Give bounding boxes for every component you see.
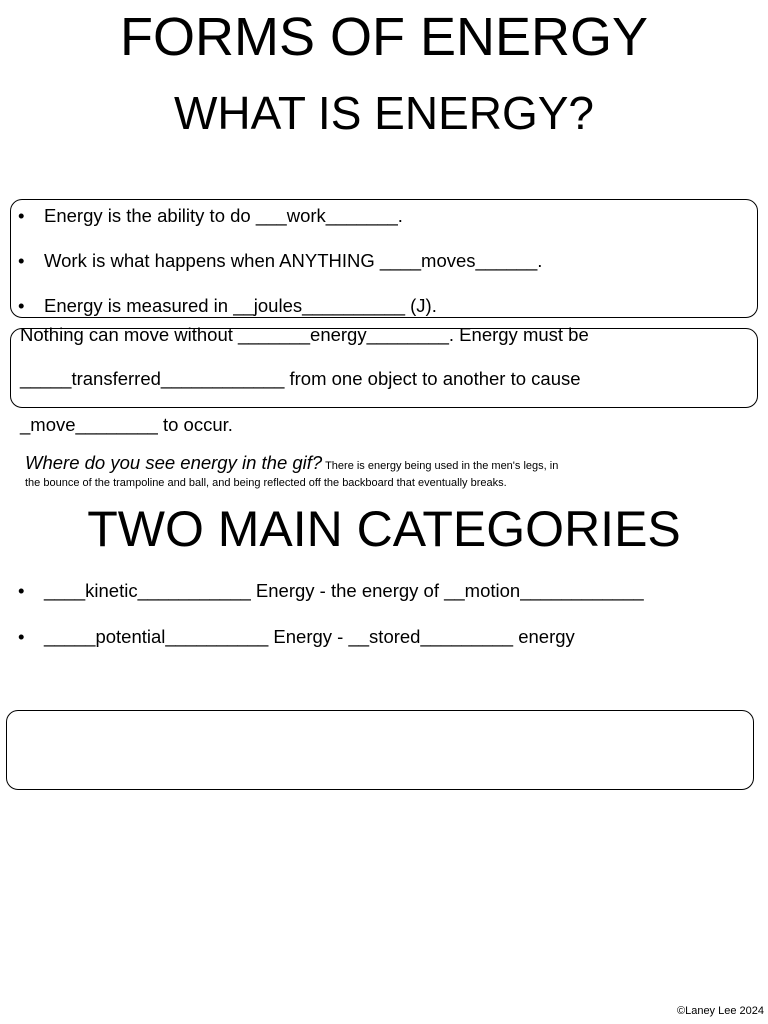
bullet-icon: • bbox=[18, 580, 25, 601]
paragraph-line-2: _____transferred____________ from one object to another to cause bbox=[20, 368, 581, 389]
gif-question bbox=[25, 452, 558, 477]
definition-text: Energy is measured in __joules__________ (J). bbox=[44, 295, 437, 316]
page-title: FORMS OF ENERGY bbox=[119, 7, 649, 67]
category-bullet-potential bbox=[18, 626, 575, 648]
category-text: _____potential__________ Energy - __stored_________ energy bbox=[44, 626, 575, 647]
page-subtitle: WHAT IS ENERGY? bbox=[173, 87, 595, 139]
bullet-icon: • bbox=[18, 250, 25, 271]
paragraph-line-3: _move________ to occur. bbox=[20, 414, 233, 435]
paragraph-line-1: Nothing can move without _______energy________. Energy must be bbox=[20, 324, 589, 345]
category-bullet-kinetic bbox=[18, 580, 644, 602]
question-answer-part1: There is energy being used in the men's legs, in bbox=[322, 460, 559, 472]
question-label: Where do you see energy in the gif? bbox=[25, 452, 323, 473]
definition-text: Energy is the ability to do ___work_______. bbox=[44, 205, 403, 226]
category-text: ____kinetic___________ Energy - the energy of __motion____________ bbox=[44, 580, 644, 601]
definition-bullet-joules bbox=[18, 295, 437, 317]
copyright-footer: ©Laney Lee 2024 bbox=[676, 1005, 764, 1017]
question-answer-part2: the bounce of the trampoline and ball, and being reflected off the backboard that eventually breaks. bbox=[25, 477, 507, 489]
bullet-icon: • bbox=[18, 626, 25, 647]
definition-bullet-work bbox=[18, 205, 403, 227]
definition-text: Work is what happens when ANYTHING ____moves______. bbox=[44, 250, 543, 271]
bullet-icon: • bbox=[18, 295, 25, 316]
empty-answer-box bbox=[6, 710, 754, 790]
bullet-icon: • bbox=[18, 205, 25, 226]
categories-title: TWO MAIN CATEGORIES bbox=[87, 501, 681, 557]
definition-bullet-moves bbox=[18, 250, 542, 272]
